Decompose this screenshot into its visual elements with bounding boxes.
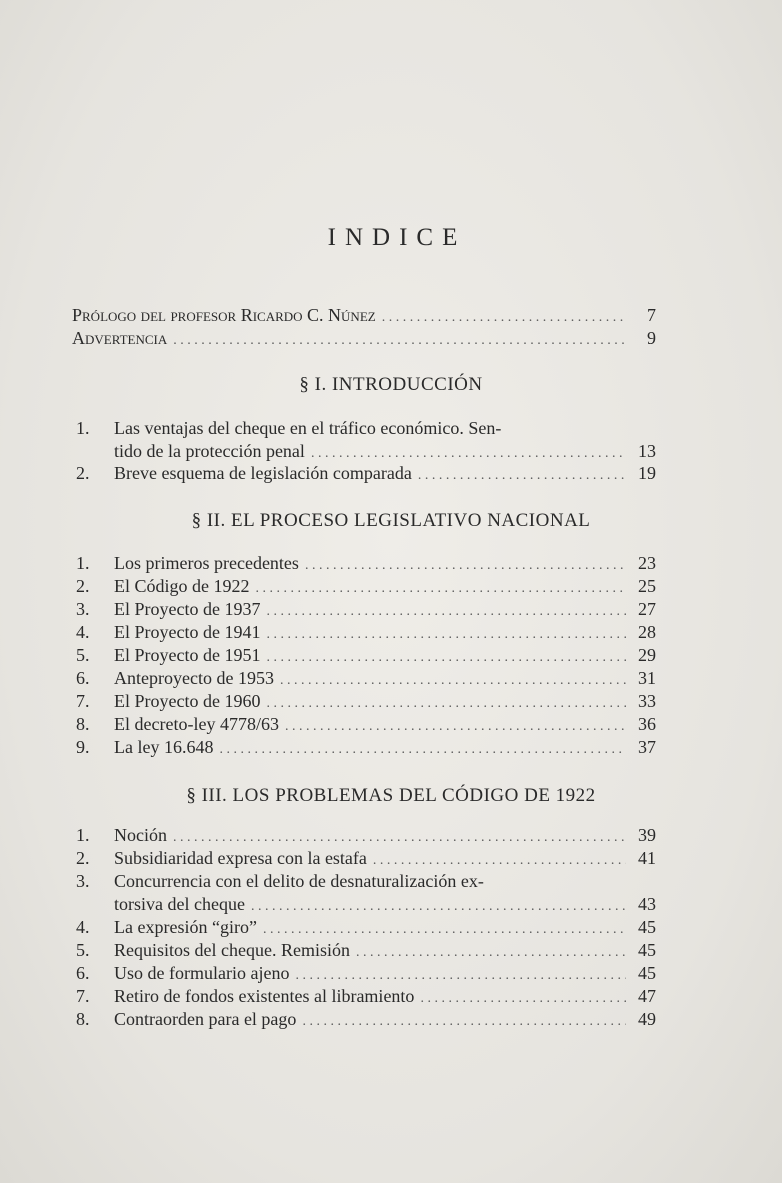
entry-text: Prólogo del profesor Ricardo C. Núnez — [72, 305, 376, 325]
toc-entry-1-1-line2 — [114, 440, 656, 462]
entry-number: 3. — [76, 599, 90, 619]
entry-text: El decreto-ley 4778/63 — [114, 714, 279, 734]
leader-dots — [266, 624, 626, 646]
leader-dots — [302, 1011, 626, 1033]
section-heading-1: § I. INTRODUCCIÓN — [299, 374, 483, 395]
entry-text: Los primeros precedentes — [114, 553, 299, 573]
toc-entry-prologo — [72, 304, 656, 326]
entry-page: 28 — [638, 622, 656, 642]
entry-number: 5. — [76, 645, 90, 665]
entry-text: Anteproyecto de 1953 — [114, 668, 274, 688]
entry-number: 6. — [76, 668, 90, 688]
leader-dots — [173, 330, 626, 352]
toc-entry — [76, 1008, 656, 1030]
entry-number: 3. — [76, 871, 90, 891]
page-title: INDICE — [327, 224, 467, 251]
entry-number: 9. — [76, 737, 90, 757]
entry-number: 1. — [76, 825, 90, 845]
entry-page: 9 — [647, 328, 656, 348]
toc-entry — [76, 824, 656, 846]
leader-dots — [173, 827, 626, 849]
leader-dots — [219, 739, 626, 761]
entry-number: 5. — [76, 940, 90, 960]
toc-entry — [76, 985, 656, 1007]
section-heading-2: § II. EL PROCESO LEGISLATIVO NACIONAL — [191, 510, 591, 531]
leader-dots — [295, 965, 626, 987]
leader-dots — [266, 601, 626, 623]
entry-text: Subsidiaridad expresa con la estafa — [114, 848, 367, 868]
toc-entry — [76, 575, 656, 597]
entry-page: 37 — [638, 737, 656, 757]
entry-text: Las ventajas del cheque en el tráfico económico. Sen- — [114, 418, 502, 438]
entry-text: Noción — [114, 825, 167, 845]
entry-text: Breve esquema de legislación comparada — [114, 463, 412, 483]
toc-entry-line1 — [76, 870, 484, 892]
toc-entry — [76, 916, 656, 938]
leader-dots — [418, 465, 626, 487]
leader-dots — [256, 578, 627, 600]
leader-dots — [420, 988, 626, 1010]
entry-number: 1. — [76, 553, 90, 573]
toc-entry-advertencia — [72, 327, 656, 349]
entry-text: El Proyecto de 1951 — [114, 645, 261, 665]
entry-number: 6. — [76, 963, 90, 983]
entry-page: 31 — [638, 668, 656, 688]
entry-page: 47 — [638, 986, 656, 1006]
toc-entry — [76, 690, 656, 712]
leader-dots — [305, 555, 626, 577]
leader-dots — [280, 670, 626, 692]
entry-number: 4. — [76, 622, 90, 642]
toc-entry-1-2 — [76, 462, 656, 484]
entry-page: 41 — [638, 848, 656, 868]
toc-entry — [76, 713, 656, 735]
entry-page: 19 — [638, 463, 656, 483]
entry-text: torsiva del cheque — [114, 894, 245, 914]
entry-text: Concurrencia con el delito de desnaturalización ex- — [114, 871, 484, 891]
entry-page: 45 — [638, 917, 656, 937]
entry-number: 2. — [76, 463, 90, 483]
entry-text: Uso de formulario ajeno — [114, 963, 290, 983]
leader-dots — [251, 896, 626, 918]
leader-dots — [373, 850, 626, 872]
toc-entry-1-1-line1 — [76, 417, 501, 439]
entry-number: 7. — [76, 691, 90, 711]
leader-dots — [266, 647, 626, 669]
section-heading-3: § III. LOS PROBLEMAS DEL CÓDIGO DE 1922 — [186, 785, 596, 806]
toc-entry — [76, 736, 656, 758]
entry-number: 4. — [76, 917, 90, 937]
toc-entry — [76, 962, 656, 984]
entry-page: 25 — [638, 576, 656, 596]
toc-entry — [76, 552, 656, 574]
entry-page: 27 — [638, 599, 656, 619]
toc-entry — [76, 621, 656, 643]
entry-text: La ley 16.648 — [114, 737, 214, 757]
entry-page: 7 — [647, 305, 656, 325]
entry-page: 13 — [638, 441, 656, 461]
entry-text: El Proyecto de 1960 — [114, 691, 261, 711]
entry-text: Advertencia — [72, 328, 168, 348]
entry-number: 7. — [76, 986, 90, 1006]
entry-text: Contraorden para el pago — [114, 1009, 297, 1029]
entry-text: El Código de 1922 — [114, 576, 250, 596]
leader-dots — [382, 307, 626, 329]
entry-page: 36 — [638, 714, 656, 734]
leader-dots — [266, 693, 626, 715]
entry-page: 29 — [638, 645, 656, 665]
entry-page: 49 — [638, 1009, 656, 1029]
entry-page: 45 — [638, 940, 656, 960]
leader-dots — [356, 942, 626, 964]
entry-text: Retiro de fondos existentes al libramiento — [114, 986, 415, 1006]
toc-entry — [76, 644, 656, 666]
entry-text: La expresión “giro” — [114, 917, 257, 937]
entry-page: 23 — [638, 553, 656, 573]
entry-page: 45 — [638, 963, 656, 983]
entry-page: 33 — [638, 691, 656, 711]
entry-number: 1. — [76, 418, 90, 438]
entry-page: 39 — [638, 825, 656, 845]
entry-number: 2. — [76, 848, 90, 868]
entry-text: El Proyecto de 1937 — [114, 599, 261, 619]
toc-entry — [76, 939, 656, 961]
entry-number: 8. — [76, 714, 90, 734]
toc-entry — [76, 667, 656, 689]
entry-text: El Proyecto de 1941 — [114, 622, 261, 642]
leader-dots — [285, 716, 626, 738]
entry-number: 8. — [76, 1009, 90, 1029]
entry-number: 2. — [76, 576, 90, 596]
entry-text: tido de la protección penal — [114, 441, 305, 461]
entry-page: 43 — [638, 894, 656, 914]
toc-entry — [114, 893, 656, 915]
toc-entry — [76, 847, 656, 869]
toc-entry — [76, 598, 656, 620]
entry-text: Requisitos del cheque. Remisión — [114, 940, 350, 960]
leader-dots — [263, 919, 626, 941]
